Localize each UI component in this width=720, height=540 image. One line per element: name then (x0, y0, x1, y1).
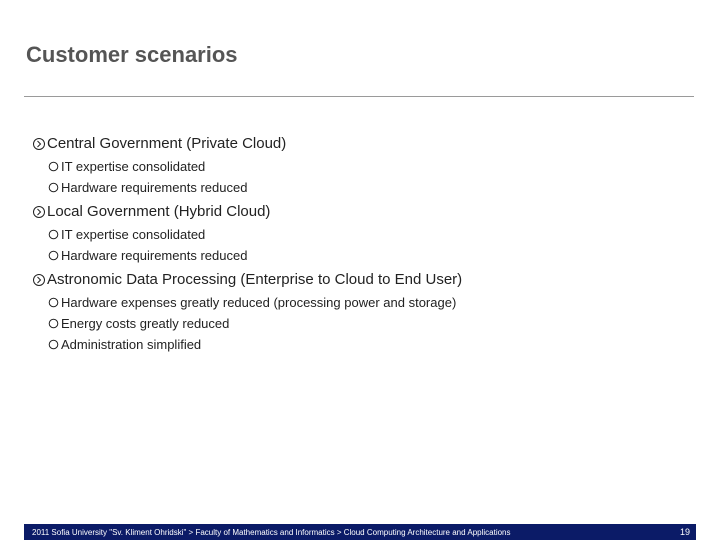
hollow-circle-bullet-icon (48, 318, 59, 329)
sub-bullet-item (48, 224, 692, 245)
hollow-circle-bullet-icon (48, 297, 59, 308)
bullet-central-government (32, 134, 692, 154)
page-number: 19 (679, 527, 690, 537)
sub-bullet-list (48, 224, 692, 266)
sub-bullet-item (48, 292, 692, 313)
sub-bullet-text: Hardware requirements reduced (61, 248, 248, 263)
bullet-text: Central Government (Private Cloud) (47, 135, 287, 152)
footer-text: 2011 Sofia University "Sv. Kliment Ohridski" > Faculty of Mathematics and Informatics > Cloud Computing Architecture and Applications (32, 527, 511, 537)
hollow-circle-bullet-icon (48, 161, 59, 172)
slide-content (32, 134, 692, 359)
sub-bullet-text: IT expertise consolidated (61, 159, 206, 174)
slide-footer (24, 524, 696, 540)
bullet-astronomic-data-processing (32, 270, 692, 290)
sub-bullet-item (48, 245, 692, 266)
sub-bullet-item (48, 313, 692, 334)
sub-bullet-list (48, 292, 692, 355)
hollow-circle-bullet-icon (48, 182, 59, 193)
title-divider (24, 96, 694, 97)
slide-title: Customer scenarios (26, 42, 238, 67)
sub-bullet-list (48, 156, 692, 198)
circle-arrow-bullet-icon (32, 205, 46, 219)
circle-arrow-bullet-icon (32, 273, 46, 287)
sub-bullet-text: Energy costs greatly reduced (61, 316, 230, 331)
sub-bullet-text: Hardware requirements reduced (61, 180, 248, 195)
sub-bullet-text: IT expertise consolidated (61, 227, 206, 242)
sub-bullet-text: Hardware expenses greatly reduced (processing power and storage) (61, 295, 457, 310)
circle-arrow-bullet-icon (32, 137, 46, 151)
bullet-text: Local Government (Hybrid Cloud) (47, 203, 271, 220)
sub-bullet-text: Administration simplified (61, 337, 202, 352)
bullet-text: Astronomic Data Processing (Enterprise to Cloud to End User) (47, 271, 463, 288)
sub-bullet-item (48, 177, 692, 198)
sub-bullet-item (48, 156, 692, 177)
sub-bullet-item (48, 334, 692, 355)
hollow-circle-bullet-icon (48, 339, 59, 350)
hollow-circle-bullet-icon (48, 250, 59, 261)
bullet-local-government (32, 202, 692, 222)
hollow-circle-bullet-icon (48, 229, 59, 240)
